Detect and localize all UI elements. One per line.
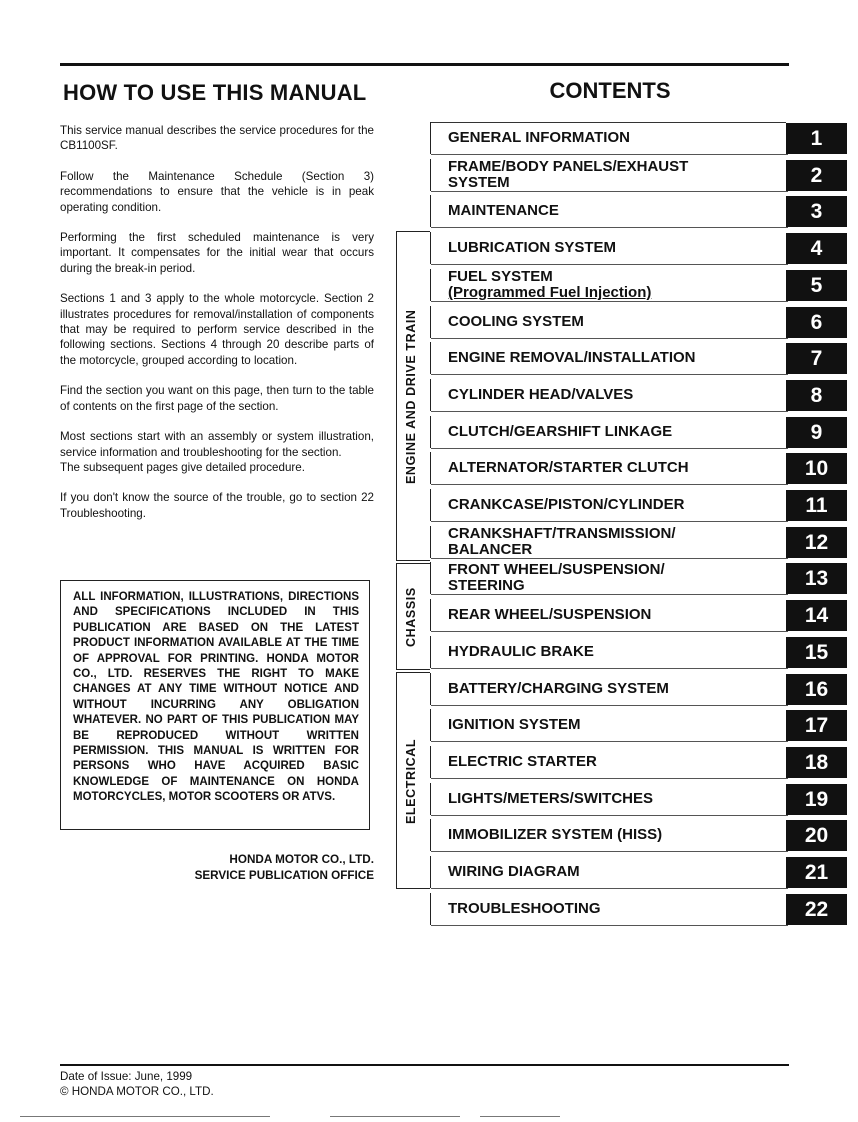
section-title-line: COOLING SYSTEM: [448, 313, 584, 330]
section-row-18[interactable]: [430, 746, 788, 778]
section-row-7[interactable]: [430, 342, 788, 374]
section-title[interactable]: [448, 819, 662, 851]
section-title[interactable]: [448, 306, 584, 338]
section-title-line: MAINTENANCE: [448, 202, 559, 219]
section-title[interactable]: [448, 416, 672, 448]
intro-paragraph: Performing the first scheduled maintenance is very important. It compensates for the initial wear that occurs during the break-in period.: [60, 231, 374, 275]
section-title-line: GENERAL INFORMATION: [448, 129, 630, 146]
section-title[interactable]: [448, 562, 665, 594]
section-number-tab[interactable]: 1: [786, 123, 847, 154]
page-title: HOW TO USE THIS MANUAL: [63, 80, 367, 105]
intro-text: [60, 123, 374, 536]
section-row-12[interactable]: [430, 526, 788, 558]
section-number-tab[interactable]: 2: [786, 160, 847, 191]
section-title-line: SYSTEM: [448, 174, 510, 191]
section-title-line: ALTERNATOR/STARTER CLUTCH: [448, 459, 689, 476]
section-number-tab[interactable]: 22: [786, 894, 847, 925]
section-title-line: (Programmed Fuel Injection): [448, 284, 652, 301]
scan-artifact: [20, 1116, 270, 1117]
section-title[interactable]: [448, 709, 581, 741]
group-label-engine: ENGINE AND DRIVE TRAIN: [404, 309, 418, 485]
section-row-3[interactable]: [430, 195, 788, 227]
section-title[interactable]: [448, 195, 559, 227]
disclaimer-box: ALL INFORMATION, ILLUSTRATIONS, DIRECTIONS AND SPECIFICATIONS INCLUDED IN THIS PUBLICATION ARE BASED ON THE LATEST PRODUCT INFORMATION AVAILABLE AT THE TIME OF APPROVAL FOR PRINTING. HONDA MOTOR CO., LTD. RESERVES THE RIGHT TO MAKE CHANGES AT ANY TIME WITHOUT NOTICE AND WITHOUT INCURRING ANY OBLIGATION WHATEVER. NO PART OF THIS PUBLICATION MAY BE REPRODUCED WITHOUT WRITTEN PERMISSION. THIS MANUAL IS WRITTEN FOR PERSONS WHO HAVE ACQUIRED BASIC KNOWLEDGE OF MAINTENANCE ON HONDA MOTORCYCLES, MOTOR SCOOTERS OR ATVS.: [60, 580, 370, 830]
section-title[interactable]: [448, 746, 597, 778]
section-title[interactable]: [448, 159, 688, 191]
copyright: © HONDA MOTOR CO., LTD.: [60, 1085, 214, 1098]
section-row-4[interactable]: [430, 232, 788, 264]
section-title[interactable]: [448, 673, 669, 705]
intro-paragraph: The subsequent pages give detailed procedure.: [60, 460, 305, 474]
top-rule: [60, 63, 789, 66]
section-title-line: CRANKSHAFT/TRANSMISSION/: [448, 525, 676, 542]
intro-paragraph: Find the section you want on this page, then turn to the table of contents on the first page of the section.: [60, 384, 374, 413]
section-title[interactable]: [448, 783, 653, 815]
section-row-8[interactable]: [430, 379, 788, 411]
section-number-tab[interactable]: 8: [786, 380, 847, 411]
section-title-line: CYLINDER HEAD/VALVES: [448, 386, 634, 403]
section-title[interactable]: [448, 269, 651, 301]
group-label-electrical: ELECTRICAL: [404, 738, 418, 825]
section-number-tab[interactable]: 10: [786, 453, 847, 484]
section-title-line: LIGHTS/METERS/SWITCHES: [448, 790, 654, 807]
group-label-chassis: CHASSIS: [404, 587, 418, 648]
section-row-9[interactable]: [430, 416, 788, 448]
section-number-tab[interactable]: 17: [786, 710, 847, 741]
scan-artifact: [480, 1116, 560, 1117]
section-number-tab[interactable]: 13: [786, 563, 847, 594]
section-row-19[interactable]: [430, 783, 788, 815]
section-title-line: ELECTRIC STARTER: [448, 753, 597, 770]
section-row-2[interactable]: [430, 159, 788, 191]
publisher-name: HONDA MOTOR CO., LTD.: [229, 853, 374, 866]
section-row-5[interactable]: [430, 269, 788, 301]
section-title[interactable]: [448, 489, 684, 521]
section-title[interactable]: [448, 526, 676, 558]
contents-title: CONTENTS: [549, 78, 671, 103]
intro-paragraph: This service manual describes the service procedures for the CB1100SF.: [60, 124, 374, 153]
section-number-tab[interactable]: 14: [786, 600, 847, 631]
section-title-line: IMMOBILIZER SYSTEM (HISS): [448, 826, 663, 843]
section-row-11[interactable]: [430, 489, 788, 521]
section-title-line: CRANKCASE/PISTON/CYLINDER: [448, 496, 685, 513]
publisher-office: SERVICE PUBLICATION OFFICE: [194, 869, 374, 882]
section-title[interactable]: [448, 452, 689, 484]
section-number-tab[interactable]: 20: [786, 820, 847, 851]
section-row-10[interactable]: [430, 452, 788, 484]
section-number-tab[interactable]: 15: [786, 637, 847, 668]
section-number-tab[interactable]: 7: [786, 343, 847, 374]
section-title-line: FUEL SYSTEM: [448, 268, 553, 285]
footer: [60, 1069, 214, 1099]
group-engine-bracket: [396, 231, 430, 561]
section-number-tab[interactable]: 4: [786, 233, 847, 264]
section-title-line: CLUTCH/GEARSHIFT LINKAGE: [448, 423, 673, 440]
section-title[interactable]: [448, 856, 580, 888]
intro-paragraph: Follow the Maintenance Schedule (Section 3) recommendations to ensure that the vehicle is in peak operating condition.: [60, 169, 374, 214]
section-title-line: WIRING DIAGRAM: [448, 863, 580, 880]
group-electrical-bracket: [396, 672, 430, 889]
intro-paragraph: Sections 1 and 3 apply to the whole motorcycle. Section 2 illustrates procedures for removal/installation of components that may be required to perform service described in the following sections. Sections 4 through 20 describe parts of the motorcycle, grouped according to location.: [60, 292, 374, 367]
section-number-tab[interactable]: 11: [786, 490, 847, 521]
section-row-1[interactable]: [430, 122, 788, 154]
section-title[interactable]: [448, 599, 651, 631]
section-title-line: STEERING: [448, 577, 525, 594]
section-title[interactable]: [448, 379, 633, 411]
section-title-line: HYDRAULIC BRAKE: [448, 643, 594, 660]
section-number-tab[interactable]: 6: [786, 307, 847, 338]
section-number-tab[interactable]: 9: [786, 417, 847, 448]
section-title-line: REAR WHEEL/SUSPENSION: [448, 606, 652, 623]
section-row-16[interactable]: [430, 673, 788, 705]
section-row-6[interactable]: [430, 306, 788, 338]
section-number-tab[interactable]: 18: [786, 747, 847, 778]
intro-paragraph: If you don't know the source of the trouble, go to section 22 Troubleshooting.: [60, 491, 374, 520]
section-number-tab[interactable]: 19: [786, 784, 847, 815]
publisher-block: [130, 852, 374, 884]
section-row-14[interactable]: [430, 599, 788, 631]
section-row-13[interactable]: [430, 562, 788, 594]
section-title[interactable]: [448, 342, 696, 374]
section-title-line: ENGINE REMOVAL/INSTALLATION: [448, 349, 696, 366]
section-row-21[interactable]: [430, 856, 788, 888]
section-number-tab[interactable]: 21: [786, 857, 847, 888]
group-chassis-bracket: [396, 563, 430, 670]
section-title[interactable]: [448, 122, 630, 154]
intro-paragraph: Most sections start with an assembly or system illustration, service information and troubleshooting for the section.: [60, 430, 374, 459]
section-title-line: FRONT WHEEL/SUSPENSION/: [448, 561, 665, 578]
section-row-22[interactable]: [430, 893, 788, 925]
section-title-line: IGNITION SYSTEM: [448, 716, 581, 733]
section-number-tab[interactable]: 3: [786, 196, 847, 227]
section-title-line: LUBRICATION SYSTEM: [448, 239, 617, 256]
section-row-17[interactable]: [430, 709, 788, 741]
footer-rule: [60, 1064, 789, 1066]
section-number-tab[interactable]: 16: [786, 674, 847, 705]
section-title[interactable]: [448, 636, 594, 668]
issue-date: Date of Issue: June, 1999: [60, 1070, 193, 1083]
section-title-line: BALANCER: [448, 541, 533, 558]
section-title[interactable]: [448, 232, 616, 264]
scan-artifact: [330, 1116, 460, 1117]
section-number-tab[interactable]: 12: [786, 527, 847, 558]
section-row-15[interactable]: [430, 636, 788, 668]
section-title-line: FRAME/BODY PANELS/EXHAUST: [448, 158, 689, 175]
section-row-20[interactable]: [430, 819, 788, 851]
section-title-line: TROUBLESHOOTING: [448, 900, 601, 917]
section-title-line: BATTERY/CHARGING SYSTEM: [448, 680, 669, 697]
section-title[interactable]: [448, 893, 601, 925]
section-number-tab[interactable]: 5: [786, 270, 847, 301]
